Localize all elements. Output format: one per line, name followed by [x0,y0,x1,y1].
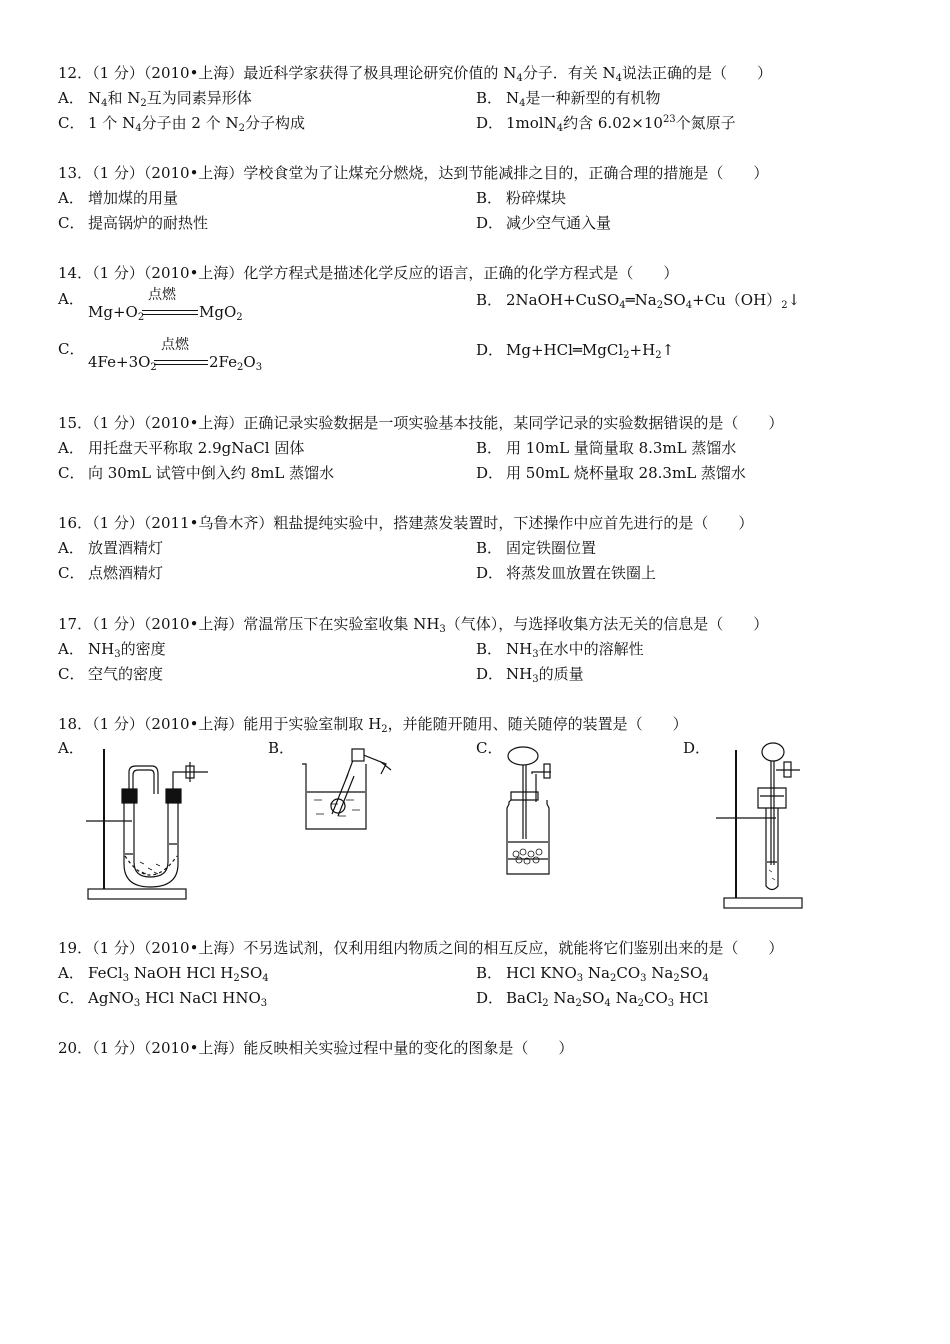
question-19 [58,936,898,1011]
option-b[interactable]: B． $NH_3$在水中的溶解性 [476,640,644,660]
option-d[interactable]: D． 减少空气通入量 [476,214,612,232]
option-a[interactable]: A． $NH_3$的密度 [58,640,166,660]
option-a[interactable]: A． FeCl$_3$ NaOH HCl $H_2SO_4$ [58,964,269,984]
question-20 [58,1036,898,1061]
condition-label: 点燃 [161,337,189,353]
option-a[interactable]: A． $Mg+O_2$ 点燃 MgO$_2$ [58,288,458,328]
equals-sign [154,360,208,365]
apparatus-a-u-tube[interactable] [82,744,232,904]
option-d[interactable]: D． 1molN$_4$约含 $6.02\times 10^{23}$个氮原子 [476,114,736,134]
option-d[interactable]: D． 将蒸发皿放置在铁圈上 [476,564,657,582]
apparatus-c-bottle[interactable] [496,744,576,884]
equals-sign [142,310,198,315]
option-d[interactable]: D． $NH_3$的质量 [476,665,584,685]
option-b[interactable]: B． $N_4$是一种新型的有机物 [476,89,661,109]
option-b[interactable]: B． 粉碎煤块 [476,189,567,207]
question-stem: 14．（1 分）（2010•上海）化学方程式是描述化学反应的语言，正确的化学方程式是（ ） [58,264,679,282]
question-15 [58,411,898,486]
question-17 [58,612,898,687]
option-a[interactable]: A． $N_4$和 $N_2$互为同素异形体 [58,89,252,109]
option-a[interactable]: A． 放置酒精灯 [58,539,164,557]
option-d[interactable]: D． 用 50mL 烧杯量取 28.3mL 蒸馏水 [476,464,746,482]
option-d[interactable]: D． $Mg+HCl═MgCl_2+H_2↑$ [476,341,675,361]
apparatus-d-test-tube[interactable] [714,740,834,912]
condition-label: 点燃 [148,287,176,303]
option-c[interactable]: C． 提高锅炉的耐热性 [58,214,209,232]
option-a-label[interactable]: A． [58,739,84,757]
option-b[interactable]: B． 固定铁圈位置 [476,539,597,557]
question-stem: 19．（1 分）（2010•上海）不另选试剂，仅利用组内物质之间的相互反应，就能将它们鉴别出来的是（ ） [58,939,784,957]
option-a[interactable]: A． 增加煤的用量 [58,189,179,207]
question-stem: 17．（1 分）（2010•上海）常温常压下在实验室收集 $NH_3$（气体），与选择收集方法无关的信息是（ ） [58,615,769,635]
question-stem: 16．（1 分）（2011•乌鲁木齐）粗盐提纯实验中，搭建蒸发装置时，下述操作中应首先进行的是（ ） [58,514,754,532]
question-14 [58,261,898,376]
question-12 [58,61,898,136]
option-b-label[interactable]: B． [268,739,295,757]
question-stem: 18．（1 分）（2010•上海）能用于实验室制取 $H_2$，并能随开随用、随关随停的装置是（ ） [58,715,688,735]
option-c[interactable]: C． 空气的密度 [58,665,164,683]
option-c[interactable]: C． 1 个 $N_4$分子由 2 个 $N_2$分子构成 [58,114,305,134]
option-d[interactable]: D． BaCl$_2$ $Na_2SO_4$ $Na_2CO_3$ HCl [476,989,709,1009]
option-c[interactable]: C． 点燃酒精灯 [58,564,164,582]
question-stem: 12．（1 分）（2010•上海）最近科学家获得了极具理论研究价值的 $N_4$分子．有关 $N_4$说法正确的是（ ） [58,64,772,84]
option-c-label[interactable]: C． [476,739,503,757]
question-13 [58,161,898,236]
question-16 [58,511,898,586]
apparatus-b-beaker[interactable] [296,744,406,839]
option-b[interactable]: B． 用 10mL 量筒量取 8.3mL 蒸馏水 [476,439,737,457]
option-b[interactable]: B． $2NaOH+CuSO_4═Na_2SO_4+Cu(OH)_2↓$ [476,291,801,311]
option-a[interactable]: A． 用托盘天平称取 2.9gNaCl 固体 [58,439,305,457]
option-c[interactable]: C． AgNO$_3$ HCl NaCl $HNO_3$ [58,989,268,1009]
option-d-label[interactable]: D． [683,739,711,757]
question-stem: 15．（1 分）（2010•上海）正确记录实验数据是一项实验基本技能，某同学记录的实验数据错误的是（ ） [58,414,784,432]
question-stem: 20．（1 分）（2010•上海）能反映相关实验过程中量的变化的图象是（ ） [58,1039,574,1057]
option-b[interactable]: B． HCl $KNO_3$ $Na_2CO_3$ $Na_2SO_4$ [476,964,709,984]
question-stem: 13．（1 分）（2010•上海）学校食堂为了让煤充分燃烧，达到节能减排之目的，正确合理的措施是（ ） [58,164,769,182]
option-c[interactable]: C． $4Fe+3O_2$ 点燃 $2Fe_2O_3$ [58,338,458,378]
option-c[interactable]: C． 向 30mL 试管中倒入约 8mL 蒸馏水 [58,464,335,482]
